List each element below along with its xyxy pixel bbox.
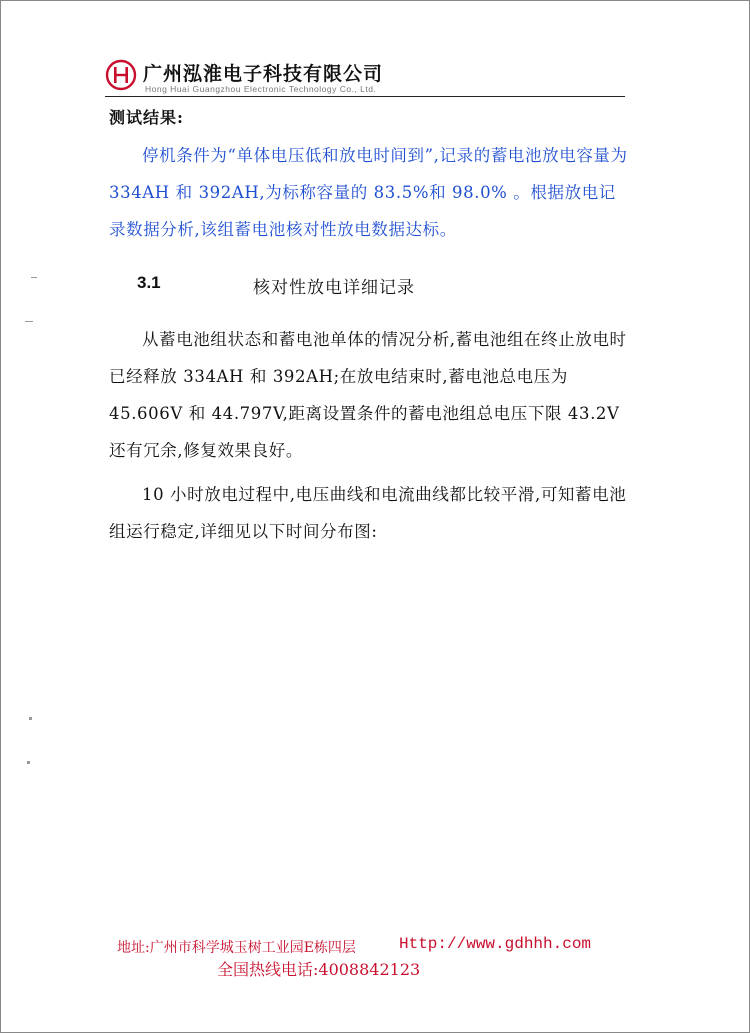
company-name-cn: 广州泓淮电子科技有限公司 [143,63,384,85]
company-logo-icon [105,59,137,91]
footer-address: 地址:广州市科学城玉树工业园E栋四层 [117,940,356,956]
scan-mark [25,321,33,322]
section-number: 3.1 [137,273,161,292]
body-paragraph-1: 从蓄电池组状态和蓄电池单体的情况分析,蓄电池组在终止放电时已经释放 334AH 和 392AH;在放电结束时,蓄电池总电压为 45.606V 和 44.797V,距离设置条件的蓄电池组总电压下限 43.2V 还有冗余,修复效果良好。 [109,330,627,460]
footer-url[interactable]: Http://www.gdhhh.com [399,935,592,953]
company-name-en: Hong Huai Guangzhou Electronic Technology Co., Ltd. [145,84,377,94]
body-paragraph-2: 10 小时放电过程中,电压曲线和电流曲线都比较平滑,可知蓄电池组运行稳定,详细见以下时间分布图: [109,485,627,541]
scan-mark [27,761,30,764]
section-title: 核对性放电详细记录 [253,278,415,298]
scan-mark [29,717,32,720]
test-results-heading: 测试结果: [109,108,184,127]
scan-mark [31,277,37,278]
letterhead [105,53,625,99]
header-divider [105,96,625,97]
footer-hotline: 全国热线电话:4008842123 [217,960,421,979]
test-results-text: 停机条件为“单体电压低和放电时间到”,记录的蓄电池放电容量为 334AH 和 392AH,为标称容量的 83.5%和 98.0% 。根据放电记录数据分析,该组蓄电池核对性放电数据达标。 [109,146,628,239]
